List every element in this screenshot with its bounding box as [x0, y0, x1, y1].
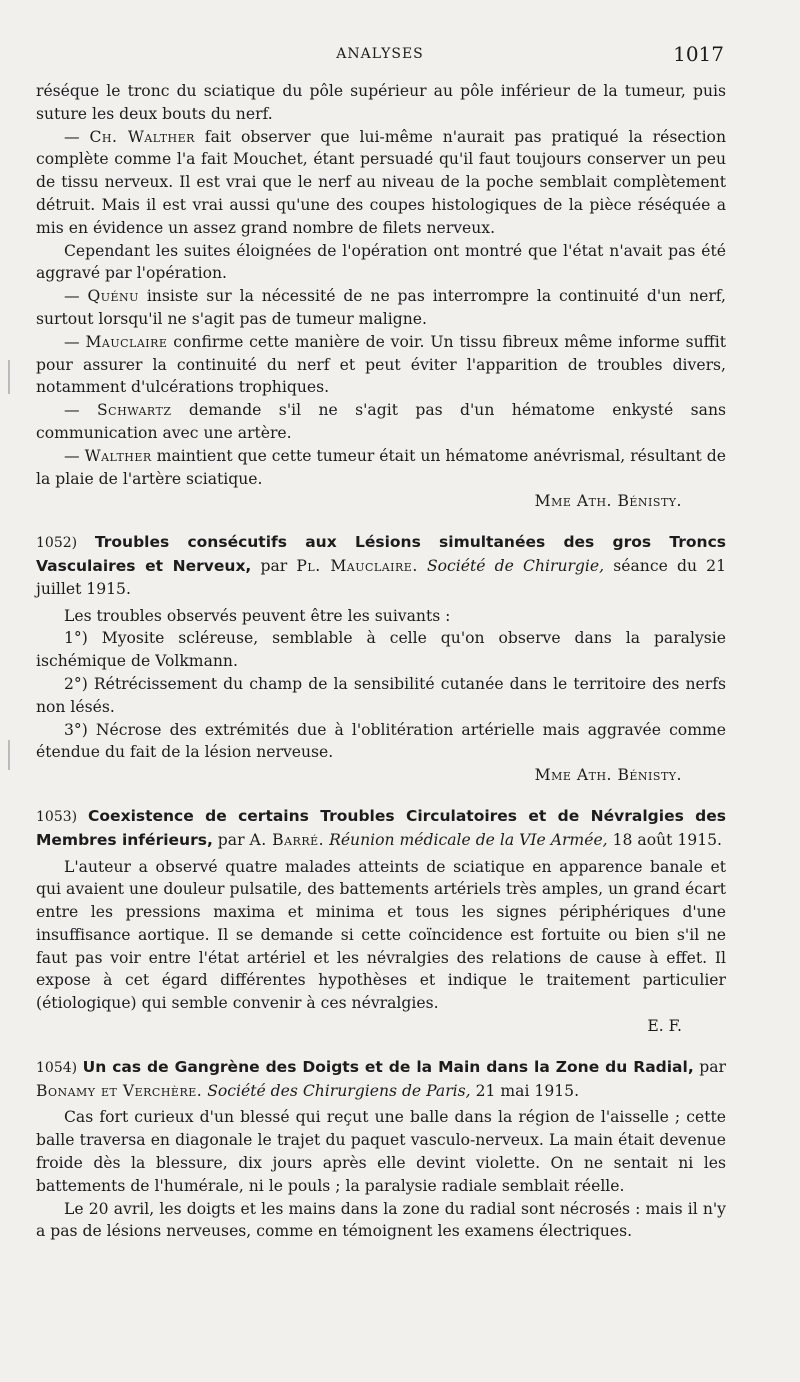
- signature-line: [36, 490, 726, 513]
- entry-paragraph: Cas fort curieux d'un blessé qui reçut une balle dans la région de l'aisselle ; cette balle traversa en diagonale le trajet du paquet vasculo-nerveux. La main était devenue froide dès la blessure, dix jours après elle devint violette. On ne sentait ni les battements de l'humérale, ni le pouls ; la paralysie radiale semblait réelle.: [36, 1108, 726, 1195]
- entry-heading: [36, 1056, 726, 1103]
- entry-number: 1053): [36, 808, 78, 825]
- paragraph-text: demande s'il ne s'agit pas d'un hématome enkysté sans communication avec une artère.: [36, 401, 726, 442]
- entry-venue: Société des Chirurgiens de Paris,: [202, 1081, 471, 1100]
- signature: Mme Ath. Bénisty.: [534, 766, 682, 785]
- page-number: 1017: [673, 42, 724, 66]
- entry-date: séance du 21 juillet 1915.: [36, 556, 726, 598]
- page-body: [36, 80, 726, 1243]
- abstract-entry: [36, 531, 726, 787]
- entry-paragraph: Les troubles observés peuvent être les suivants :: [64, 606, 451, 625]
- entry-paragraph: 2°) Rétrécissement du champ de la sensibilité cutanée dans le territoire des nerfs non lésés.: [36, 674, 726, 716]
- paragraph-text: insiste sur la nécessité de ne pas interrompre la continuité d'un nerf, surtout lorsqu'il ne s'agit pas de tumeur maligne.: [36, 287, 726, 328]
- paragraph-text: maintient que cette tumeur était un hématome anévrismal, résultant de la plaie de l'artère sciatique.: [36, 446, 726, 488]
- author-name: Mauclaire: [85, 332, 168, 351]
- entry-paragraph: Le 20 avril, les doigts et les mains dans la zone du radial sont nécrosés : mais il n'y a pas de lésions nerveuses, comme en témoignent les examens électriques.: [36, 1199, 726, 1241]
- abstract-entry: [36, 805, 726, 1038]
- entry-heading: [36, 805, 726, 852]
- entry-title: Coexistence de certains Troubles Circulatoires et de Névralgies des Membres inférieurs,: [36, 806, 727, 849]
- entry-author: Pl. Mauclaire.: [296, 556, 418, 575]
- by-word: par: [693, 1057, 726, 1076]
- author-name: Schwartz: [97, 401, 172, 420]
- intro-paragraph: — Schwartz demande s'il ne s'agit pas d'un hématome enkysté sans communication avec une artère.: [36, 401, 726, 442]
- running-head: ANALYSES: [336, 46, 424, 62]
- by-word: par: [251, 556, 297, 575]
- author-name: Walther: [84, 446, 152, 465]
- author-name: Quénu: [87, 287, 139, 306]
- intro-paragraph: — Quénu insiste sur la nécessité de ne pas interrompre la continuité d'un nerf, surtout lorsqu'il ne s'agit pas de tumeur maligne.: [36, 287, 726, 328]
- entry-title: Troubles consécutifs aux Lésions simultanées des gros Troncs Vasculaires et Nerveux,: [36, 533, 726, 575]
- entry-date: 21 mai 1915.: [470, 1081, 580, 1100]
- by-word: par: [212, 830, 250, 849]
- signature: Mme Ath. Bénisty.: [534, 492, 682, 511]
- entry-venue: Réunion médicale de la VIe Armée,: [324, 830, 608, 849]
- entry-paragraph: 3°) Nécrose des extrémités due à l'oblitération artérielle mais aggravée comme étendue du fait de la lésion nerveuse.: [36, 720, 726, 762]
- entry-author: Bonamy et Verchère.: [36, 1081, 203, 1100]
- signature-line: [36, 1015, 726, 1038]
- intro-paragraph: réséque le tronc du sciatique du pôle supérieur au pôle inférieur de la tumeur, puis suture les deux bouts du nerf.: [36, 82, 726, 123]
- signature-line: [36, 764, 726, 787]
- intro-paragraph: — Mauclaire confirme cette manière de voir. Un tissu fibreux même informe suffit pour assurer la continuité du nerf et peut éviter l'apparition de troubles divers, notamment d'ulcérations trophiques.: [36, 332, 726, 397]
- entry-paragraph: L'auteur a observé quatre malades atteints de sciatique en apparence banale et qui avaient une douleur pulsatile, des battements artériels très amples, un grand écart entre les pressions maxima et minima et tous les signes périphériques d'une insuffisance aortique. Il se demande si cette coïncidence est fortuite ou bien s'il ne faut pas voir entre l'état artériel et les névralgies des relations de cause à effet. Il expose à cet égard différentes hypothèses et indique le traitement particulier (étiologique) qui semble convenir à ces névralgies.: [36, 857, 726, 1013]
- author-name: Ch. Walther: [89, 127, 195, 146]
- abstract-entry: [36, 1056, 726, 1243]
- paragraph-text: fait observer que lui-même n'aurait pas pratiqué la résection complète comme l'a fait Mouchet, étant persuadé qu'il faut toujours conserver un peu de tissu nerveux. Il est vrai que le nerf au niveau de la poche semblait complètement détruit. Mais il est vrai aussi qu'une des coupes histologiques de la pièce réséquée a mis en évidence un assez grand nombre de filets nerveux.: [36, 127, 726, 237]
- entry-paragraph: 1°) Myosite scléreuse, semblable à celle qu'on observe dans la paralysie ischémique de Volkmann.: [36, 629, 726, 671]
- intro-paragraph: — Ch. Walther fait observer que lui-même n'aurait pas pratiqué la résection complète comme l'a fait Mouchet, étant persuadé qu'il faut toujours conserver un peu de tissu nerveux. Il est vrai que le nerf au niveau de la poche semblait complètement détruit. Mais il est vrai aussi qu'une des coupes histologiques de la pièce réséquée a mis en évidence un assez grand nombre de filets nerveux.: [36, 127, 726, 237]
- entry-number: 1052): [36, 535, 78, 552]
- entry-heading: [36, 531, 726, 600]
- intro-paragraph: Cependant les suites éloignées de l'opération ont montré que l'état n'avait pas été aggravé par l'opération.: [36, 241, 726, 283]
- intro-paragraph: — Walther maintient que cette tumeur était un hématome anévrismal, résultant de la plaie de l'artère sciatique.: [36, 446, 726, 488]
- margin-mark: [8, 360, 10, 394]
- entry-author: A. Barré.: [249, 830, 325, 849]
- entry-number: 1054): [36, 1059, 78, 1076]
- entry-date: 18 août 1915.: [607, 830, 722, 849]
- signature: E. F.: [647, 1017, 682, 1036]
- entry-venue: Société de Chirurgie,: [417, 556, 605, 575]
- paragraph-text: confirme cette manière de voir. Un tissu fibreux même informe suffit pour assurer la continuité du nerf et peut éviter l'apparition de troubles divers, notamment d'ulcérations trophiques.: [36, 332, 726, 397]
- entry-title: Un cas de Gangrène des Doigts et de la Main dans la Zone du Radial,: [82, 1057, 694, 1076]
- page-header: [36, 42, 724, 72]
- margin-mark: [8, 740, 10, 770]
